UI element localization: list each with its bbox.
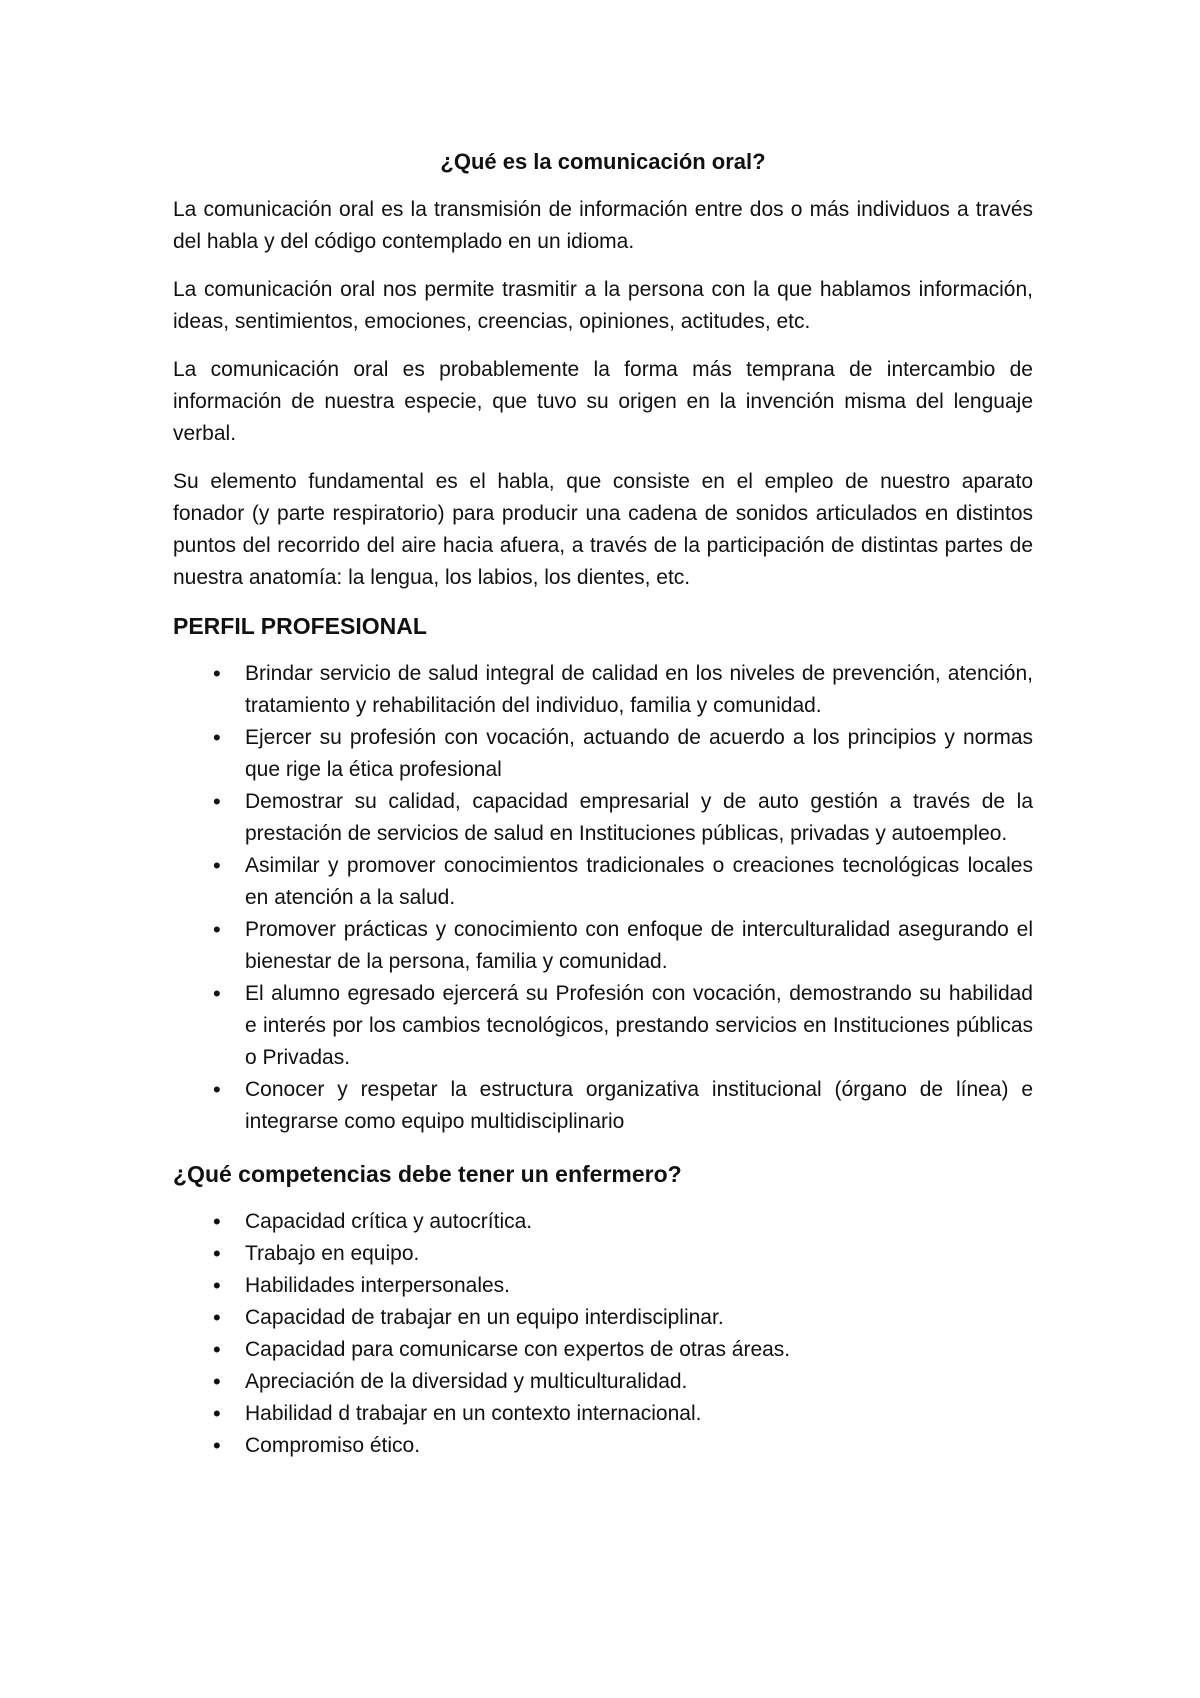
list-item-text: Demostrar su calidad, capacidad empresarial y de auto gestión a través de la prestación de servicios de salud en Instituciones públicas, privadas y autoempleo. [245, 790, 1033, 845]
bullet-icon: • [213, 1273, 221, 1298]
bullet-icon: • [213, 981, 221, 1006]
bullet-icon: • [213, 725, 221, 750]
paragraph: La comunicación oral nos permite trasmitir a la persona con la que hablamos información, ideas, sentimientos, emociones, creencias, opiniones, actitudes, etc. [173, 278, 1033, 333]
list-item [173, 1334, 1033, 1366]
list-item [173, 786, 1033, 850]
bullet-icon: • [213, 1337, 221, 1362]
list-item [173, 1430, 1033, 1462]
paragraph: La comunicación oral es la transmisión de información entre dos o más individuos a través del habla y del código contemplado en un idioma. [173, 198, 1033, 253]
bullet-icon: • [213, 917, 221, 942]
list-item-text: Trabajo en equipo. [245, 1242, 420, 1265]
list-item [173, 1398, 1033, 1430]
bullet-icon: • [213, 1209, 221, 1234]
list-item-text: Capacidad crítica y autocrítica. [245, 1210, 533, 1233]
list-item [173, 1302, 1033, 1334]
competencias-heading: ¿Qué competencias debe tener un enfermero? [173, 1161, 682, 1187]
list-item [173, 1206, 1033, 1238]
bullet-icon: • [213, 789, 221, 814]
competencias-list [173, 1206, 1033, 1462]
list-item [173, 1366, 1033, 1398]
list-item-text: Habilidad d trabajar en un contexto internacional. [245, 1402, 702, 1425]
list-item-text: Asimilar y promover conocimientos tradicionales o creaciones tecnológicas locales en atención a la salud. [245, 854, 1033, 909]
list-item [173, 1270, 1033, 1302]
list-item [173, 914, 1033, 978]
perfil-list [173, 658, 1033, 1138]
bullet-icon: • [213, 1401, 221, 1426]
list-item-text: Ejercer su profesión con vocación, actuando de acuerdo a los principios y normas que rige la ética profesional [245, 726, 1033, 781]
perfil-heading: PERFIL PROFESIONAL [173, 613, 427, 639]
paragraph: Su elemento fundamental es el habla, que consiste en el empleo de nuestro aparato fonador (y parte respiratorio) para producir una cadena de sonidos articulados en distintos puntos del recorrido del aire hacia afuera, a través de la participación de distintas partes de nuestra anatomía: la lengua, los labios, los dientes, etc. [173, 470, 1033, 589]
document-title: ¿Qué es la comunicación oral? [440, 149, 766, 174]
list-item [173, 850, 1033, 914]
bullet-icon: • [213, 1305, 221, 1330]
list-item-text: El alumno egresado ejercerá su Profesión con vocación, demostrando su habilidad e interés por los cambios tecnológicos, prestando servicios en Instituciones públicas o Privadas. [245, 982, 1033, 1069]
list-item [173, 658, 1033, 722]
list-item-text: Compromiso ético. [245, 1434, 421, 1457]
bullet-icon: • [213, 853, 221, 878]
document-page [173, 146, 1033, 1482]
bullet-icon: • [213, 1077, 221, 1102]
list-item-text: Apreciación de la diversidad y multiculturalidad. [245, 1370, 688, 1393]
list-item-text: Capacidad de trabajar en un equipo interdisciplinar. [245, 1306, 724, 1329]
bullet-icon: • [213, 1241, 221, 1266]
list-item-text: Promover prácticas y conocimiento con enfoque de interculturalidad asegurando el bienestar de la persona, familia y comunidad. [245, 918, 1033, 973]
list-item [173, 978, 1033, 1074]
bullet-icon: • [213, 661, 221, 686]
paragraph: La comunicación oral es probablemente la forma más temprana de intercambio de información de nuestra especie, que tuvo su origen en la invención misma del lenguaje verbal. [173, 358, 1033, 445]
list-item-text: Brindar servicio de salud integral de calidad en los niveles de prevención, atención, tratamiento y rehabilitación del individuo, familia y comunidad. [245, 662, 1033, 717]
list-item [173, 722, 1033, 786]
list-item-text: Conocer y respetar la estructura organizativa institucional (órgano de línea) e integrarse como equipo multidisciplinario [245, 1078, 1033, 1133]
list-item [173, 1074, 1033, 1138]
bullet-icon: • [213, 1433, 221, 1458]
bullet-icon: • [213, 1369, 221, 1394]
list-item-text: Capacidad para comunicarse con expertos de otras áreas. [245, 1338, 791, 1361]
list-item [173, 1238, 1033, 1270]
list-item-text: Habilidades interpersonales. [245, 1274, 510, 1297]
